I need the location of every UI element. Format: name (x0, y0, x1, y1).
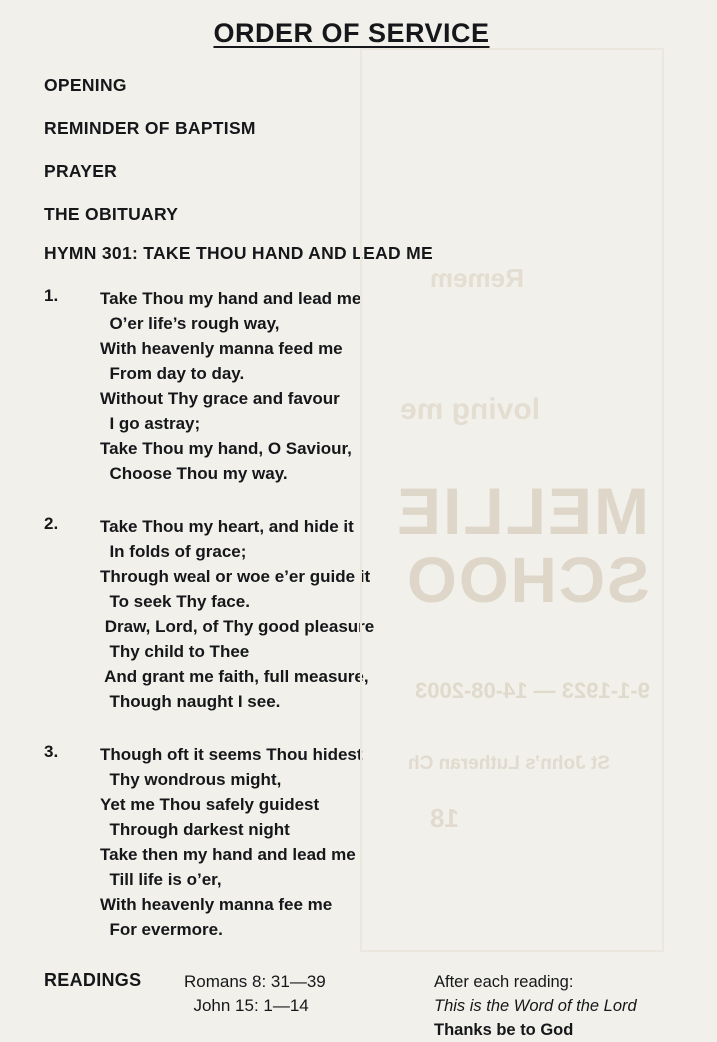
readings-section (0, 970, 717, 1042)
bleed-through-text-4: St John’s Lutheran Ch (408, 753, 610, 774)
verse-number: 3. (44, 742, 59, 761)
bleed-through-text-1: MELLIE (395, 474, 649, 548)
bleed-through-text-5: 18 (430, 803, 459, 833)
verse-line: From day to day. (100, 364, 245, 383)
verse-line: For evermore. (100, 920, 223, 939)
verse-lines (100, 286, 361, 486)
document-page (0, 18, 717, 1041)
verse-line: And grant me faith, full measure, (100, 667, 369, 686)
response-intro: After each reading: (434, 973, 574, 991)
response-reply: Thanks be to God (434, 1021, 574, 1039)
verse-line: Thy wondrous might, (100, 770, 282, 789)
page-title: ORDER OF SERVICE (213, 18, 490, 48)
verse-line: Thy child to Thee (100, 642, 250, 661)
reading-reference: John 15: 1—14 (184, 996, 309, 1015)
verse-line: Take then my hand and lead me (100, 845, 356, 864)
verse-line: In folds of grace; (100, 542, 247, 561)
bleed-through-text-7: Remem (430, 263, 524, 293)
verse-line: Take Thou my heart, and hide it (100, 517, 354, 536)
readings-label: READINGS (44, 970, 142, 990)
verse-lines (100, 742, 363, 942)
reading-response (434, 970, 637, 1042)
bleed-through-text-6: loving me (400, 393, 541, 426)
hymn-verses (0, 286, 717, 942)
reading-reference: Romans 8: 31—39 (184, 972, 326, 991)
verse-line: Though oft it seems Thou hidest (100, 745, 363, 764)
verse-line: Though naught I see. (100, 692, 281, 711)
hymn-verse (44, 286, 717, 486)
verse-line: O’er life’s rough way, (100, 314, 280, 333)
bleed-through-text-2: SCHOO (405, 544, 650, 616)
service-section-item: OPENING (44, 75, 127, 95)
verse-lines (100, 514, 374, 714)
verse-line: With heavenly manna fee me (100, 895, 333, 914)
verse-line: Till life is o’er, (100, 870, 222, 889)
verse-number: 2. (44, 514, 59, 533)
service-section-item: PRAYER (44, 161, 118, 181)
hymn-verse (44, 742, 717, 942)
readings-references (184, 970, 434, 1018)
hymn-verse (44, 514, 717, 714)
verse-line: I go astray; (100, 414, 201, 433)
verse-line: Yet me Thou safely guidest (100, 795, 320, 814)
service-section-item: THE OBITUARY (44, 204, 179, 224)
verse-number: 1. (44, 286, 59, 305)
verse-line: Through weal or woe e’er guide it (100, 567, 371, 586)
bleed-through-text-3: 9-1-1923 — 14-08-2003 (415, 678, 650, 703)
verse-line: To seek Thy face. (100, 592, 250, 611)
verse-line: Draw, Lord, of Thy good pleasure (100, 617, 375, 636)
verse-line: Take Thou my hand and lead me (100, 289, 362, 308)
service-section-item: REMINDER OF BAPTISM (44, 118, 256, 138)
verse-line: Through darkest night (100, 820, 290, 839)
verse-line: Choose Thou my way. (100, 464, 288, 483)
service-sections-list (0, 75, 717, 225)
verse-line: Without Thy grace and favour (100, 389, 340, 408)
response-versicle: This is the Word of the Lord (434, 997, 637, 1015)
verse-line: Take Thou my hand, O Saviour, (100, 439, 352, 458)
hymn-heading: HYMN 301: TAKE THOU HAND AND LEAD ME (44, 243, 434, 263)
verse-line: With heavenly manna feed me (100, 339, 343, 358)
